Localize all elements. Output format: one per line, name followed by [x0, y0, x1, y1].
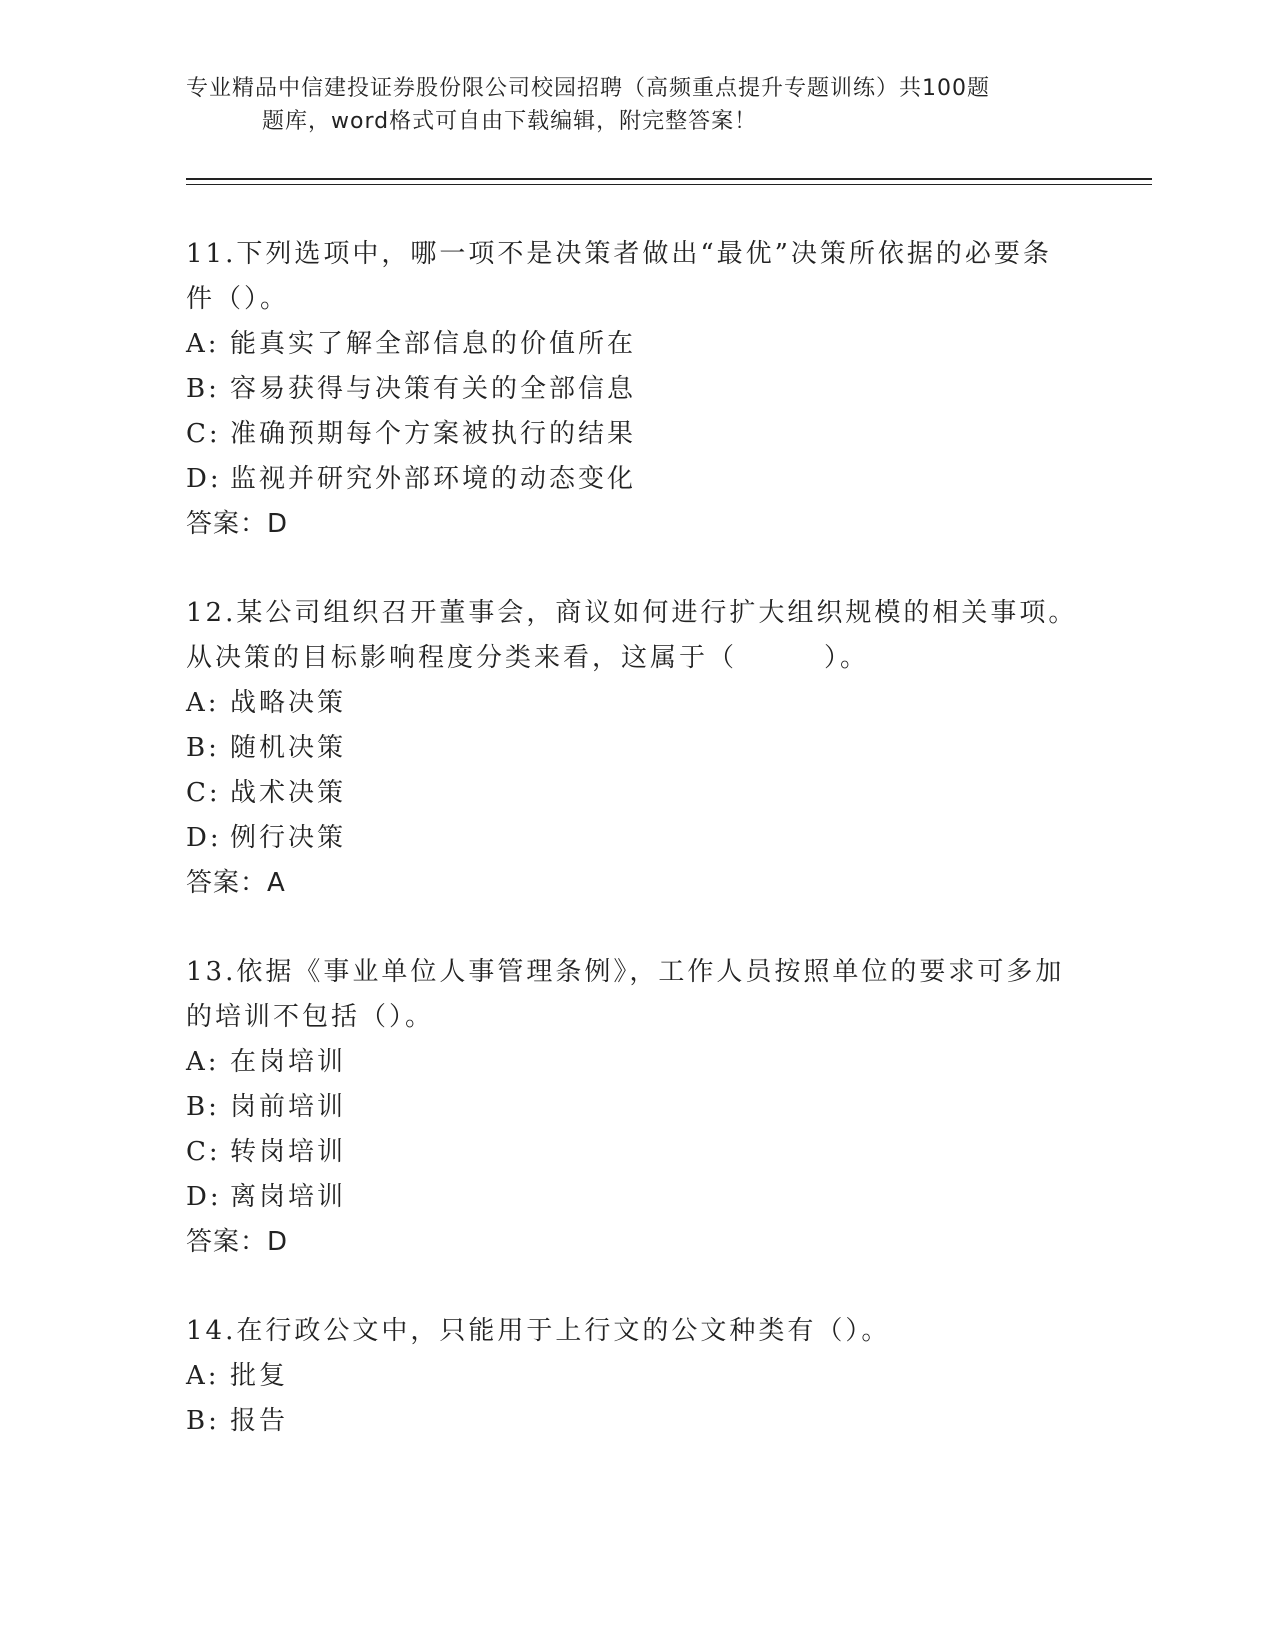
option-text: 准确预期每个方案被执行的结果: [230, 419, 637, 449]
header-line-2: 题库，word格式可自由下载编辑，附完整答案！: [262, 109, 758, 134]
option-key: B:: [186, 374, 220, 404]
header-rule-thick: [186, 178, 1152, 180]
option-text: 在岗培训: [230, 1047, 347, 1077]
option-text: 战略决策: [230, 688, 347, 718]
option-key: A:: [186, 1047, 220, 1077]
question-14: [186, 1309, 1086, 1444]
question-text-line: 14.在行政公文中，只能用于上行文的公文种类有（）。: [186, 1316, 891, 1346]
option-text: 容易获得与决策有关的全部信息: [230, 374, 637, 404]
option-text: 随机决策: [230, 733, 347, 763]
option-b: [186, 1399, 1086, 1444]
option-key: D:: [186, 823, 222, 853]
option-key: B:: [186, 733, 220, 763]
option-c: [186, 412, 1086, 457]
option-a: [186, 681, 1086, 726]
option-key: A:: [186, 329, 220, 359]
option-text: 例行决策: [230, 823, 347, 853]
question-text-line: 12.某公司组织召开董事会，商议如何进行扩大组织规模的相关事项。: [186, 598, 1078, 628]
option-c: [186, 771, 1086, 816]
option-key: C:: [186, 778, 221, 808]
option-b: [186, 726, 1086, 771]
option-key: B:: [186, 1406, 220, 1436]
document-header: [186, 72, 1066, 138]
option-text: 报告: [230, 1406, 289, 1436]
option-text: 岗前培训: [230, 1092, 347, 1122]
option-d: [186, 457, 1086, 502]
question-text-line: 11.下列选项中，哪一项不是决策者做出“最优”决策所依据的必要条: [186, 239, 1052, 269]
option-d: [186, 1175, 1086, 1220]
header-line-1: 专业精品中信建投证券股份限公司校园招聘（高频重点提升专题训练）共100题: [186, 76, 990, 101]
answer: 答案：D: [186, 509, 289, 539]
question-text-line: 件（）。: [186, 284, 290, 314]
option-key: D:: [186, 1182, 222, 1212]
option-key: D:: [186, 464, 222, 494]
option-a: [186, 1040, 1086, 1085]
option-text: 离岗培训: [230, 1182, 347, 1212]
question-text-line: 的培训不包括（）。: [186, 1002, 435, 1032]
option-text: 转岗培训: [230, 1137, 347, 1167]
header-rule-thin: [186, 184, 1152, 185]
option-key: B:: [186, 1092, 220, 1122]
option-text: 监视并研究外部环境的动态变化: [230, 464, 637, 494]
answer: 答案：A: [186, 868, 286, 898]
option-key: A:: [186, 1361, 220, 1391]
option-text: 能真实了解全部信息的价值所在: [230, 329, 637, 359]
option-text: 批复: [230, 1361, 289, 1391]
option-key: A:: [186, 688, 220, 718]
option-key: C:: [186, 1137, 221, 1167]
question-text-line: 13.依据《事业单位人事管理条例》，工作人员按照单位的要求可多加: [186, 957, 1065, 987]
answer: 答案：D: [186, 1227, 289, 1257]
option-a: [186, 1354, 1086, 1399]
question-12: [186, 591, 1086, 906]
option-c: [186, 1130, 1086, 1175]
option-text: 战术决策: [230, 778, 347, 808]
option-d: [186, 816, 1086, 861]
option-key: C:: [186, 419, 221, 449]
question-text-line: 从决策的目标影响程度分类来看，这属于（ ）。: [186, 643, 870, 673]
option-a: [186, 322, 1086, 367]
option-b: [186, 367, 1086, 412]
question-13: [186, 950, 1086, 1265]
option-b: [186, 1085, 1086, 1130]
question-11: [186, 232, 1086, 547]
